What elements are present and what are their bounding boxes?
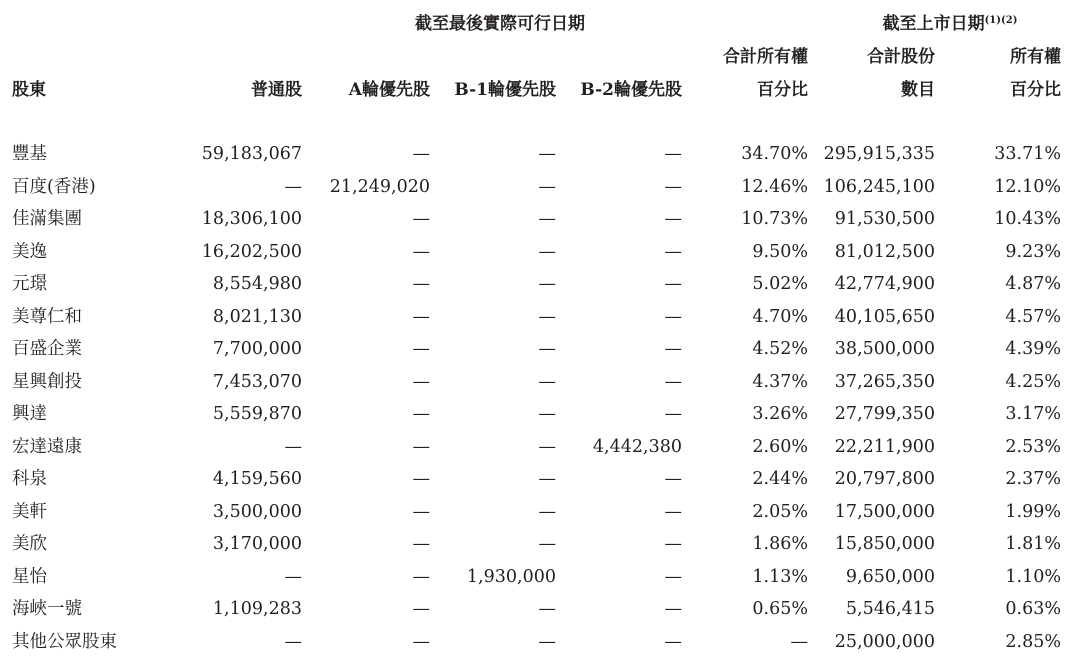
b1-preferred-shares: —: [538, 501, 556, 522]
shareholder-name: 興達: [12, 404, 47, 424]
ownership-pct: 2.37%: [1005, 469, 1061, 489]
b1-preferred-shares: —: [538, 469, 556, 489]
ownership-pct: 4.39%: [1005, 339, 1061, 359]
total-shares: 9,650,000: [845, 566, 935, 587]
col-header-a-preferred: A輪優先股: [348, 80, 430, 100]
col-header-shareholder: 股東: [12, 80, 46, 100]
ordinary-shares: —: [284, 566, 302, 587]
a-preferred-shares: —: [412, 436, 430, 457]
ownership-pct: 4.57%: [1005, 306, 1061, 327]
ordinary-shares: 8,554,980: [212, 274, 302, 294]
table-row: [0, 208, 1080, 240]
table-row: [0, 468, 1080, 500]
shareholder-name: 星興創投: [12, 371, 82, 392]
b1-preferred-shares: —: [538, 599, 556, 619]
b1-preferred-shares: —: [538, 436, 556, 457]
ordinary-shares: 3,500,000: [212, 501, 302, 522]
shareholder-name: 美逸: [12, 241, 47, 262]
b2-preferred-shares: —: [664, 534, 682, 554]
shareholder-name: 海峽一號: [12, 599, 82, 619]
total-shares: 22,211,900: [834, 436, 935, 457]
col-header-total-shares-line1: 合計股份: [867, 47, 935, 67]
total-shares: 17,500,000: [834, 501, 935, 522]
b1-preferred-shares: —: [538, 274, 556, 294]
ordinary-shares: 1,109,283: [212, 599, 302, 619]
ordinary-shares: 59,183,067: [201, 144, 302, 164]
shareholder-name: 美尊仁和: [12, 306, 82, 327]
ordinary-shares: 7,453,070: [212, 371, 302, 392]
b1-preferred-shares: 1,930,000: [466, 566, 556, 587]
total-ownership-pct: 2.60%: [752, 436, 808, 457]
ownership-pct: 1.10%: [1005, 566, 1061, 587]
total-ownership-pct: —: [790, 631, 808, 652]
col-header-total-pct-line2: 百分比: [757, 80, 808, 100]
col-header-ownership-pct-line1: 所有權: [1010, 47, 1061, 67]
total-ownership-pct: 3.26%: [752, 404, 808, 424]
a-preferred-shares: —: [412, 306, 430, 327]
ordinary-shares: —: [284, 436, 302, 457]
a-preferred-shares: —: [412, 631, 430, 652]
ordinary-shares: 16,202,500: [201, 241, 302, 262]
b1-preferred-shares: —: [538, 306, 556, 327]
a-preferred-shares: —: [412, 274, 430, 294]
table-row: [0, 273, 1080, 305]
b2-preferred-shares: —: [664, 469, 682, 489]
shareholder-name: 星怡: [12, 566, 47, 587]
group-header-latest-practicable-date: 截至最後實際可行日期: [415, 14, 585, 34]
footnote-ref: (1)(2): [984, 15, 1018, 26]
col-header-b2-preferred: B-2輪優先股: [580, 80, 682, 100]
table-row: [0, 371, 1080, 403]
total-ownership-pct: 1.86%: [752, 534, 808, 554]
b2-preferred-shares: —: [664, 631, 682, 652]
b1-preferred-shares: —: [538, 241, 556, 262]
table-row: [0, 403, 1080, 435]
table-row: [0, 598, 1080, 630]
total-shares: 20,797,800: [834, 469, 935, 489]
b2-preferred-shares: —: [664, 566, 682, 587]
total-shares: 37,265,350: [834, 371, 935, 392]
b2-preferred-shares: —: [664, 404, 682, 424]
total-ownership-pct: 12.46%: [741, 176, 808, 197]
table-row: [0, 338, 1080, 370]
ordinary-shares: 4,159,560: [212, 469, 302, 489]
ownership-pct: 4.25%: [1005, 371, 1061, 392]
total-shares: 15,850,000: [834, 534, 935, 554]
a-preferred-shares: —: [412, 469, 430, 489]
total-shares: 27,799,350: [834, 404, 935, 424]
table-row: [0, 143, 1080, 175]
total-shares: 40,105,650: [834, 306, 935, 327]
shareholder-name: 百盛企業: [12, 339, 82, 359]
a-preferred-shares: —: [412, 566, 430, 587]
col-header-ordinary: 普通股: [251, 80, 302, 100]
ownership-pct: 1.99%: [1005, 501, 1061, 522]
shareholder-name: 美軒: [12, 501, 47, 522]
b2-preferred-shares: —: [664, 241, 682, 262]
b1-preferred-shares: —: [538, 339, 556, 359]
table-row: [0, 566, 1080, 598]
table-row: [0, 241, 1080, 273]
table-row: [0, 533, 1080, 565]
total-ownership-pct: 0.65%: [752, 599, 808, 619]
group-header-listing-date-text: 截至上市日期: [882, 14, 985, 34]
total-ownership-pct: 5.02%: [752, 274, 808, 294]
a-preferred-shares: —: [412, 339, 430, 359]
ordinary-shares: 18,306,100: [201, 209, 302, 229]
shareholder-name: 美欣: [12, 534, 47, 554]
ordinary-shares: 8,021,130: [212, 306, 302, 327]
table-row: [0, 436, 1080, 468]
shareholder-name: 豐基: [12, 144, 47, 164]
a-preferred-shares: 21,249,020: [329, 176, 430, 197]
ordinary-shares: —: [284, 176, 302, 197]
table-row: [0, 306, 1080, 338]
b1-preferred-shares: —: [538, 631, 556, 652]
b2-preferred-shares: 4,442,380: [592, 436, 682, 457]
group-header-listing-date: [820, 14, 1080, 34]
b2-preferred-shares: —: [664, 599, 682, 619]
col-header-total-shares-line2: 數目: [901, 80, 935, 100]
shareholder-name: 佳滿集團: [12, 209, 82, 229]
total-ownership-pct: 4.37%: [752, 371, 808, 392]
b2-preferred-shares: —: [664, 274, 682, 294]
a-preferred-shares: —: [412, 209, 430, 229]
a-preferred-shares: —: [412, 501, 430, 522]
a-preferred-shares: —: [412, 404, 430, 424]
b2-preferred-shares: —: [664, 501, 682, 522]
total-ownership-pct: 1.13%: [752, 566, 808, 587]
b1-preferred-shares: —: [538, 534, 556, 554]
shareholder-name: 宏達遠康: [12, 436, 82, 457]
a-preferred-shares: —: [412, 534, 430, 554]
table-row: [0, 501, 1080, 533]
b2-preferred-shares: —: [664, 144, 682, 164]
b1-preferred-shares: —: [538, 371, 556, 392]
ordinary-shares: —: [284, 631, 302, 652]
a-preferred-shares: —: [412, 241, 430, 262]
shareholder-name: 百度(香港): [12, 176, 96, 197]
total-ownership-pct: 2.44%: [752, 469, 808, 489]
ownership-pct: 9.23%: [1005, 241, 1061, 262]
total-ownership-pct: 2.05%: [752, 501, 808, 522]
ordinary-shares: 7,700,000: [212, 339, 302, 359]
ownership-pct: 1.81%: [1005, 534, 1061, 554]
col-header-total-pct-line1: 合計所有權: [723, 47, 808, 67]
total-ownership-pct: 4.70%: [752, 306, 808, 327]
total-shares: 38,500,000: [834, 339, 935, 359]
ownership-pct: 4.87%: [1005, 274, 1061, 294]
b2-preferred-shares: —: [664, 176, 682, 197]
col-header-ownership-pct-line2: 百分比: [1010, 80, 1061, 100]
table-row: [0, 176, 1080, 208]
ownership-pct: 10.43%: [994, 209, 1061, 229]
table-row: [0, 631, 1080, 663]
total-shares: 25,000,000: [834, 631, 935, 652]
a-preferred-shares: —: [412, 599, 430, 619]
shareholder-name: 其他公眾股東: [12, 631, 117, 652]
a-preferred-shares: —: [412, 371, 430, 392]
col-header-b1-preferred: B-1輪優先股: [454, 80, 556, 100]
total-ownership-pct: 10.73%: [741, 209, 808, 229]
shareholder-name: 元璟: [12, 274, 47, 294]
b1-preferred-shares: —: [538, 404, 556, 424]
b2-preferred-shares: —: [664, 209, 682, 229]
total-shares: 91,530,500: [834, 209, 935, 229]
ordinary-shares: 3,170,000: [212, 534, 302, 554]
b2-preferred-shares: —: [664, 306, 682, 327]
total-ownership-pct: 9.50%: [752, 241, 808, 262]
total-shares: 81,012,500: [834, 241, 935, 262]
total-ownership-pct: 34.70%: [741, 144, 808, 164]
total-ownership-pct: 4.52%: [752, 339, 808, 359]
a-preferred-shares: —: [412, 144, 430, 164]
b1-preferred-shares: —: [538, 176, 556, 197]
ownership-pct: 3.17%: [1005, 404, 1061, 424]
total-shares: 5,546,415: [845, 599, 935, 619]
ordinary-shares: 5,559,870: [212, 404, 302, 424]
b2-preferred-shares: —: [664, 339, 682, 359]
ownership-pct: 2.85%: [1005, 631, 1061, 652]
shareholder-name: 科泉: [12, 469, 47, 489]
ownership-pct: 0.63%: [1005, 599, 1061, 619]
total-shares: 295,915,335: [823, 144, 935, 164]
total-shares: 106,245,100: [823, 176, 935, 197]
ownership-pct: 12.10%: [994, 176, 1061, 197]
b2-preferred-shares: —: [664, 371, 682, 392]
ownership-pct: 2.53%: [1005, 436, 1061, 457]
b1-preferred-shares: —: [538, 144, 556, 164]
total-shares: 42,774,900: [834, 274, 935, 294]
ownership-pct: 33.71%: [994, 144, 1061, 164]
b1-preferred-shares: —: [538, 209, 556, 229]
